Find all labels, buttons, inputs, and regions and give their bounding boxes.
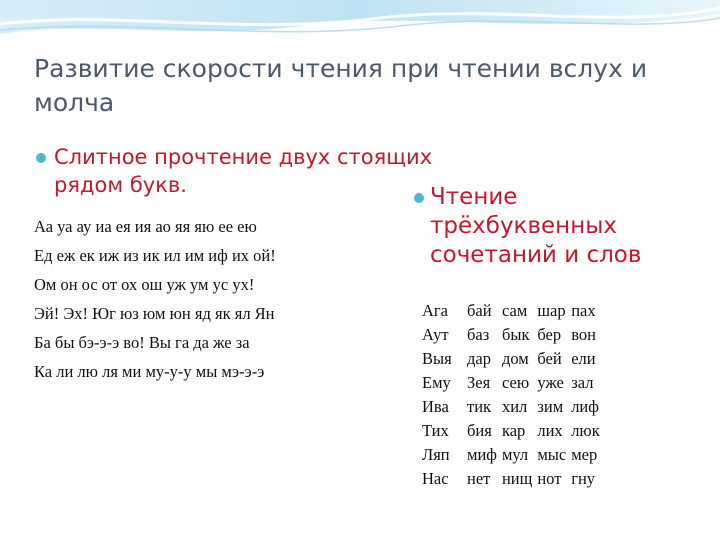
word-cell: Ива	[422, 397, 449, 416]
right-bullet	[414, 183, 704, 270]
syllable-line: Ом он ос от ох ош уж ум ус ух!	[34, 275, 255, 294]
word-cell: нот	[537, 469, 562, 488]
word-cell: сею	[501, 373, 530, 392]
word-cell: мыс	[537, 445, 567, 464]
word-cell: Зея	[467, 373, 491, 392]
bullet-dot-icon	[36, 153, 46, 163]
word-cell: люк	[571, 421, 600, 440]
left-bullet	[36, 143, 476, 199]
word-row	[422, 445, 605, 469]
word-cell: баз	[467, 325, 490, 344]
word-cell: Нас	[422, 469, 449, 488]
word-cell: тик	[467, 397, 492, 416]
word-cell: мер	[571, 445, 598, 464]
word-row	[422, 325, 605, 349]
word-cell: нет	[467, 469, 491, 488]
word-cell: шар	[537, 301, 566, 320]
word-row	[422, 349, 605, 373]
word-cell: бей	[537, 349, 562, 368]
word-cell: Ему	[422, 373, 451, 392]
syllable-line: Ка ли лю ля ми му-у-у мы мэ-э-э	[34, 362, 265, 381]
word-cell: вон	[571, 325, 596, 344]
word-cell: сам	[501, 301, 528, 320]
word-cell: ели	[571, 349, 596, 368]
word-cell: бер	[537, 325, 562, 344]
decorative-header-wave	[0, 0, 720, 48]
word-table	[422, 301, 605, 493]
syllable-lines	[34, 212, 374, 386]
syllable-line: Эй! Эх! Юг юз юм юн яд як ял Ян	[34, 304, 275, 323]
word-cell: нищ	[501, 469, 533, 488]
word-cell: Выя	[422, 349, 452, 368]
word-cell: дар	[467, 349, 491, 368]
word-cell: зал	[571, 373, 594, 392]
word-row	[422, 421, 605, 445]
syllable-line: Ед еж ек иж из ик ил им иф их ой!	[34, 246, 276, 265]
right-bullet-text: Чтение трёхбуквенных сочетаний и слов	[430, 184, 642, 268]
word-cell: Ляп	[422, 445, 450, 464]
word-cell: Ага	[422, 301, 449, 320]
slide-title: Развитие скорости чтения при чтении вслух и молча	[34, 54, 648, 117]
word-row	[422, 373, 605, 397]
word-cell: хил	[501, 397, 528, 416]
left-bullet-text: Слитное прочтение двух стоящих рядом букв.	[54, 145, 433, 197]
word-cell: мул	[501, 445, 529, 464]
syllable-line: Ба бы бэ-э-э во! Вы га да же за	[34, 333, 250, 352]
word-cell: зим	[537, 397, 564, 416]
word-cell: миф	[467, 445, 497, 464]
bullet-dot-icon	[414, 193, 424, 203]
word-cell: лиф	[571, 397, 599, 416]
word-cell: бай	[467, 301, 492, 320]
syllable-line: Аа уа ау иа ея ия ао яя яю ее ею	[34, 217, 257, 236]
word-row	[422, 469, 605, 493]
word-cell: кар	[501, 421, 526, 440]
word-cell: Тих	[422, 421, 449, 440]
word-cell: пах	[571, 301, 596, 320]
word-cell: гну	[571, 469, 596, 488]
word-cell: Аут	[422, 325, 449, 344]
word-row	[422, 301, 605, 325]
word-cell: дом	[501, 349, 529, 368]
word-cell: уже	[537, 373, 564, 392]
word-cell: бык	[501, 325, 530, 344]
word-row	[422, 397, 605, 421]
word-cell: лих	[537, 421, 563, 440]
word-cell: бия	[467, 421, 492, 440]
